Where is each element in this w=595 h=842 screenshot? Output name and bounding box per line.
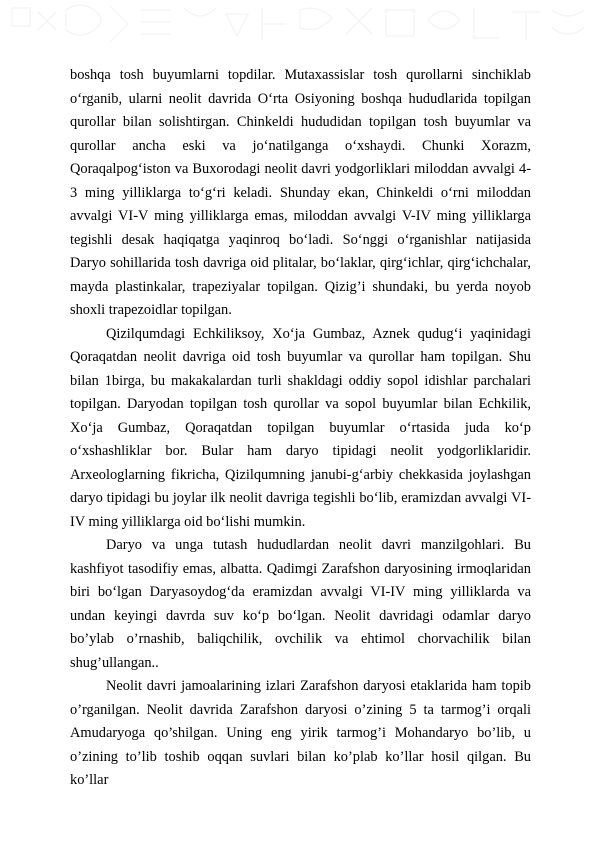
paragraph: Daryo va unga tutash hududlardan neolit davri manzilgohlari. Bu kashfiyot tasodifiy emas, albatta. Qadimgi Zarafshon daryosining irmoqlaridan biri bo‘lgan Daryasoydog‘da eramizdan avvalgi VI-IV ming yilliklarda va undan keyingi davrda suv ko‘p bo‘lgan. Neolit davridagi odamlar daryo bo’ylab o’rnashib, baliqchilik, ovchilik va ehtimol chorvachilik bilan shug’ullangan.. <box>70 537 531 671</box>
watermark-pattern <box>0 0 595 58</box>
paragraph: Qizilqumdagi Echkiliksoy, Xo‘ja Gumbaz, Aznek qudug‘i yaqinidagi Qoraqatdan neolit davriga oid tosh buyumlar va qurollar ham topilgan. Shu bilan 1birga, bu makakalardan turli shakldagi oddiy sopol idishlar parchalari topilgan. Daryodan topilgan tosh qurollar va sopol buyumlar bilan Echkilik, Xo‘ja Gumbaz, Qoraqatdan topilgan buyumlar o‘rtasida juda ko‘p o‘xshashliklar bor. Bular ham daryo tipidagi neolit yodgorliklaridir. Arxeologlarning fikricha, Qizilqumning janubi-g‘arbiy chekkasida joylashgan daryo tipidagi bu joylar ilk neolit davriga tegishli bo‘lib, eramizdan avvalgi VI-IV ming yilliklarga oid bo‘lishi mumkin. <box>70 325 531 530</box>
paragraph: Neolit davri jamoalarining izlari Zarafshon daryosi etaklarida ham topib o’rganilgan. Neolit davrida Zarafshon daryosi o’zining 5 ta tarmog’i orqali Amudaryoga qo’shilgan. Uning eng yirik tarmog’i Mohandaryo bo’lib, u o’zining to’lib toshib oqqan suvlari bilan ko’plab ko’llar hosil qilgan. Bu ko’llar <box>70 678 531 788</box>
document-body <box>70 64 531 793</box>
paragraph: boshqa tosh buyumlarni topdilar. Mutaxassislar tosh qurollarni sinchiklab o‘rganib, ularni neolit davrida O‘rta Osiyoning boshqa hududlarida topilgan qurollar bilan solishtirgan. Chinkeldi hududidan topilgan tosh buyumlar va qurollar ancha eski va jo‘natilganga o‘xshaydi. Chunki Xorazm, Qoraqalpog‘iston va Buxorodagi neolit davri yodgorliklari miloddan avvalgi 4-3 ming yilliklarga to‘g‘ri keladi. Shunday ekan, Chinkeldi o‘rni miloddan avvalgi VI-V ming yilliklarga emas, miloddan avvalgi V-IV ming yilliklarga tegishli desak haqiqatga yaqinroq bo‘ladi. So‘nggi o‘rganishlar natijasida Daryo sohillarida tosh davriga oid plitalar, bo‘laklar, qirg‘ichlar, qirg‘ichchalar, mayda plastinkalar, trapeziyalar topilgan. Qizig’i shundaki, bu yerda noyob shoxli trapezoidlar topilgan. <box>70 67 531 318</box>
